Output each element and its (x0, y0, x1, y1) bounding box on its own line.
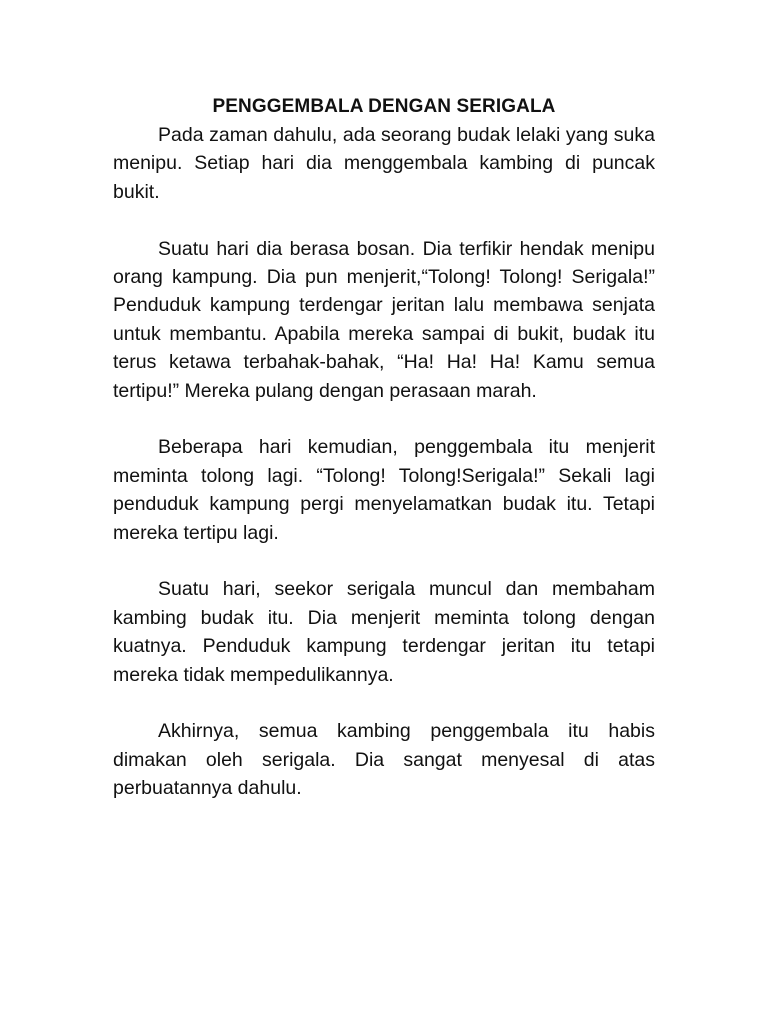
story-paragraph-3: Beberapa hari kemudian, penggembala itu menjerit meminta tolong lagi. “Tolong! Tolong!Serigala!” Sekali lagi penduduk kampung pergi menyelamatkan budak itu. Tetapi mereka tertipu lagi. (113, 436, 655, 544)
story-paragraph-1: Pada zaman dahulu, ada seorang budak lelaki yang suka menipu. Setiap hari dia menggembala kambing di puncak bukit. (113, 124, 655, 203)
story-title: PENGGEMBALA DENGAN SERIGALA (212, 96, 556, 117)
document-page (113, 93, 655, 831)
story-paragraph-4: Suatu hari, seekor serigala muncul dan membaham kambing budak itu. Dia menjerit meminta tolong dengan kuatnya. Penduduk kampung terdengar jeritan itu tetapi mereka tidak mempedulikannya. (113, 578, 655, 686)
story-paragraph-5: Akhirnya, semua kambing penggembala itu habis dimakan oleh serigala. Dia sangat menyesal di atas perbuatannya dahulu. (113, 720, 655, 800)
story-paragraph-2: Suatu hari dia berasa bosan. Dia terfikir hendak menipu orang kampung. Dia pun menjerit,“Tolong! Tolong! Serigala!” Penduduk kampung terdengar jeritan lalu membawa senjata untuk membantu. Apabila mereka sampai di bukit, budak itu terus ketawa terbahak-bahak, “Ha! Ha! Ha! Kamu semua tertipu!” Mereka pulang dengan perasaan marah. (113, 237, 655, 402)
